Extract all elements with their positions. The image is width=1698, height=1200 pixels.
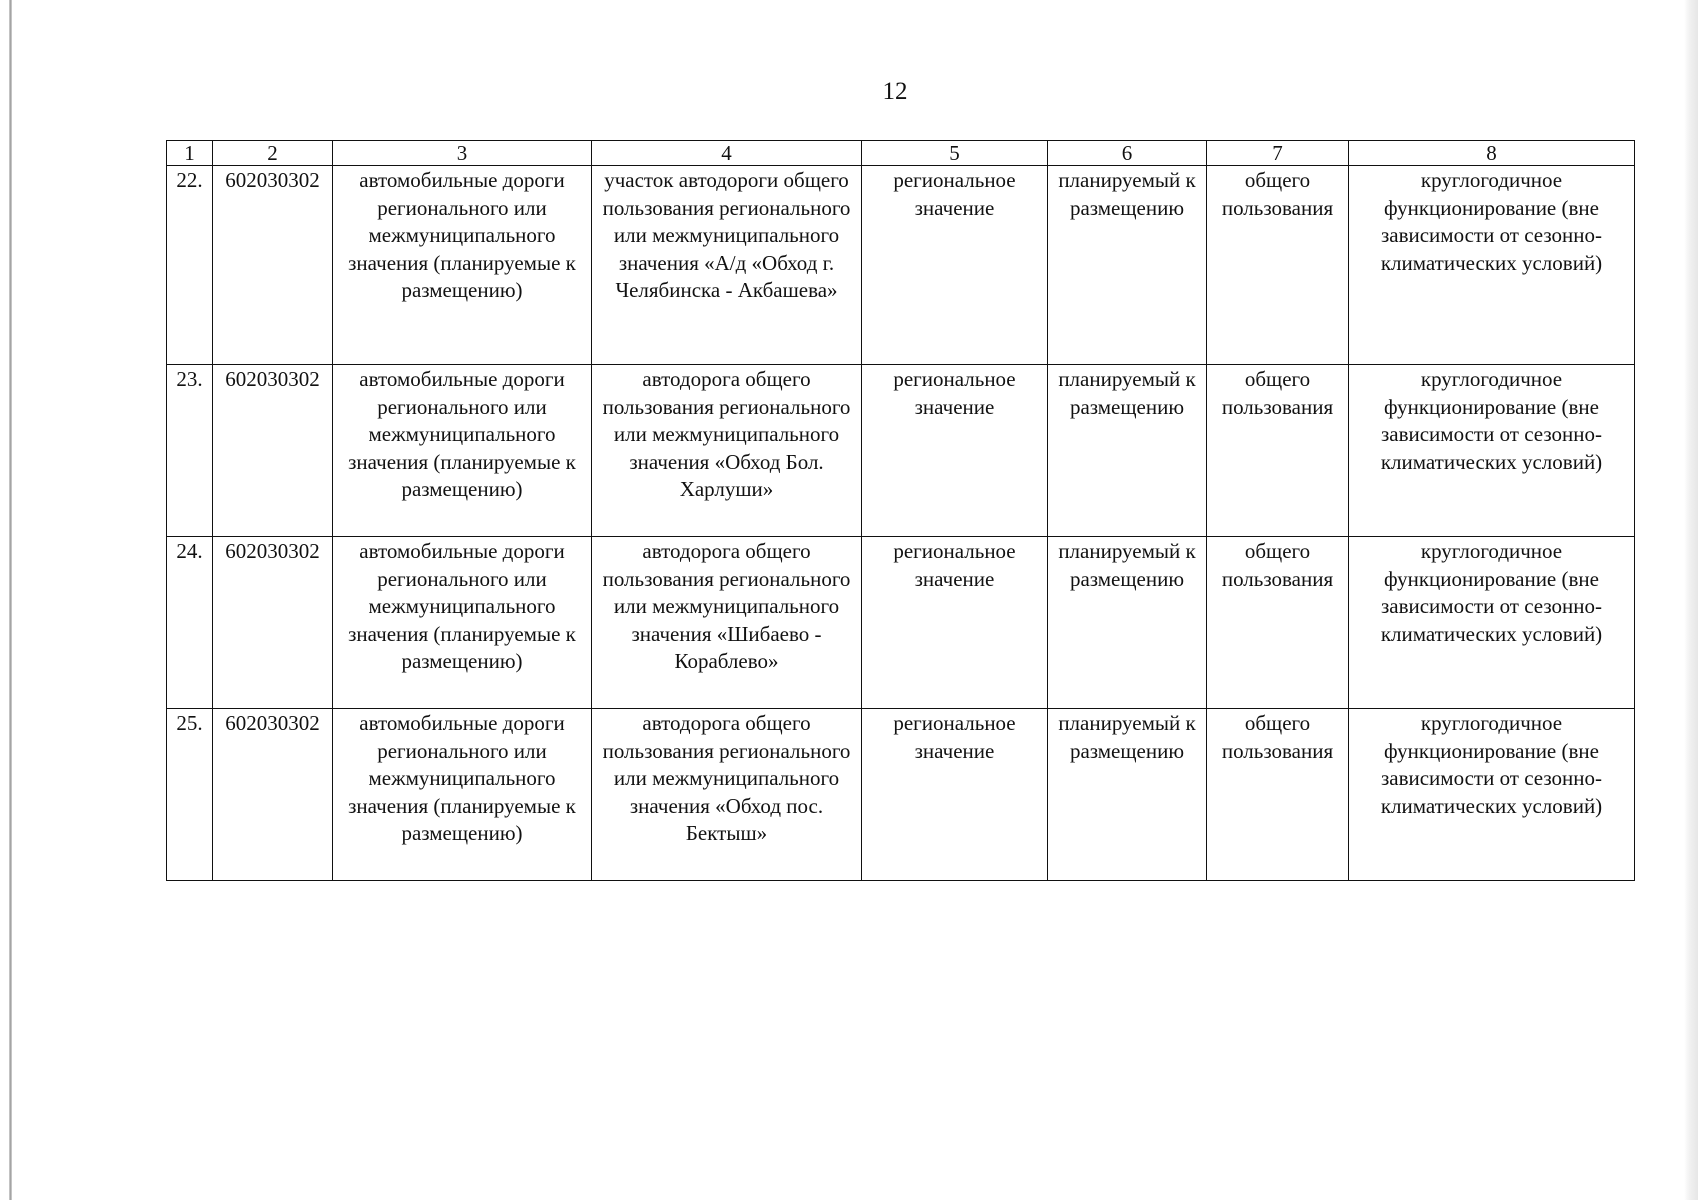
row-number: 25.	[167, 709, 213, 881]
column-header: 4	[592, 141, 862, 166]
object-status: планируемый к размещению	[1048, 537, 1207, 709]
page-number: 12	[882, 78, 908, 105]
objects-table	[166, 140, 1635, 881]
table-row	[167, 365, 1635, 537]
column-header: 7	[1207, 141, 1349, 166]
object-significance: региональное значение	[862, 537, 1048, 709]
object-status: планируемый к размещению	[1048, 166, 1207, 365]
object-name: автодорога общего пользования регионального или межмуниципального значения «Обход Бол. Харлуши»	[592, 365, 862, 537]
row-number: 23.	[167, 365, 213, 537]
scan-right-edge	[1684, 0, 1698, 1200]
object-type: автомобильные дороги регионального или межмуниципального значения (планируемые к размещению)	[333, 709, 592, 881]
object-significance: региональное значение	[862, 166, 1048, 365]
object-code: 602030302	[213, 537, 333, 709]
row-number: 22.	[167, 166, 213, 365]
object-usage: общего пользования	[1207, 365, 1349, 537]
column-header: 3	[333, 141, 592, 166]
object-name: участок автодороги общего пользования регионального или межмуниципального значения «А/д «Обход г. Челябинска - Акбашева»	[592, 166, 862, 365]
table-row	[167, 537, 1635, 709]
object-type: автомобильные дороги регионального или межмуниципального значения (планируемые к размещению)	[333, 537, 592, 709]
table-row	[167, 166, 1635, 365]
object-usage: общего пользования	[1207, 537, 1349, 709]
table-header-row	[167, 141, 1635, 166]
object-type: автомобильные дороги регионального или межмуниципального значения (планируемые к размещению)	[333, 166, 592, 365]
scan-left-edge	[9, 0, 12, 1200]
object-operation: круглогодичное функционирование (вне зависимости от сезонно-климатических условий)	[1349, 537, 1635, 709]
object-code: 602030302	[213, 709, 333, 881]
object-name: автодорога общего пользования регионального или межмуниципального значения «Шибаево - Кораблево»	[592, 537, 862, 709]
object-operation: круглогодичное функционирование (вне зависимости от сезонно-климатических условий)	[1349, 166, 1635, 365]
object-usage: общего пользования	[1207, 709, 1349, 881]
object-type: автомобильные дороги регионального или межмуниципального значения (планируемые к размещению)	[333, 365, 592, 537]
object-significance: региональное значение	[862, 365, 1048, 537]
column-header: 5	[862, 141, 1048, 166]
row-number: 24.	[167, 537, 213, 709]
column-header: 8	[1349, 141, 1635, 166]
column-header: 6	[1048, 141, 1207, 166]
object-code: 602030302	[213, 365, 333, 537]
object-status: планируемый к размещению	[1048, 365, 1207, 537]
column-header: 2	[213, 141, 333, 166]
object-significance: региональное значение	[862, 709, 1048, 881]
object-usage: общего пользования	[1207, 166, 1349, 365]
object-code: 602030302	[213, 166, 333, 365]
object-operation: круглогодичное функционирование (вне зависимости от сезонно-климатических условий)	[1349, 709, 1635, 881]
object-status: планируемый к размещению	[1048, 709, 1207, 881]
table-row	[167, 709, 1635, 881]
column-header: 1	[167, 141, 213, 166]
object-operation: круглогодичное функционирование (вне зависимости от сезонно-климатических условий)	[1349, 365, 1635, 537]
object-name: автодорога общего пользования регионального или межмуниципального значения «Обход пос. Бектыш»	[592, 709, 862, 881]
